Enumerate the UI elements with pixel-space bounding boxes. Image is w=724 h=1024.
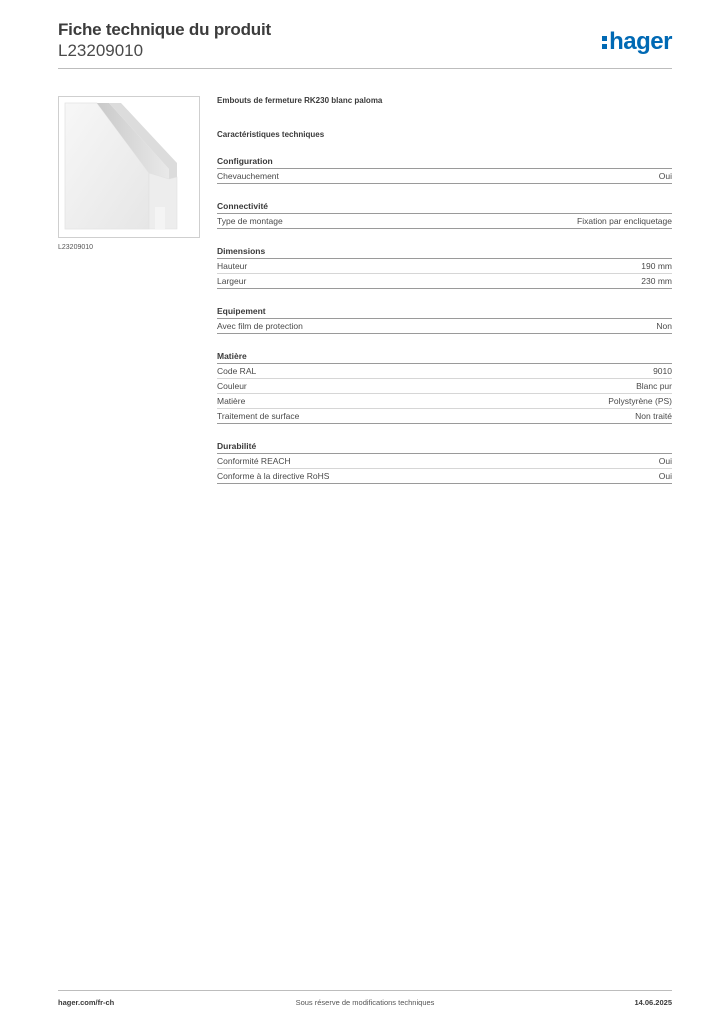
- spec-label: Avec film de protection: [217, 321, 303, 331]
- spec-label: Traitement de surface: [217, 411, 300, 421]
- spec-group-title: Matière: [217, 351, 672, 364]
- hager-logo: [601, 28, 672, 56]
- spec-groups: [217, 156, 672, 484]
- spec-row: [217, 169, 672, 184]
- end-cap-illustration-icon: [59, 97, 199, 237]
- spec-label: Hauteur: [217, 261, 248, 271]
- spec-section-title: Caractéristiques techniques: [217, 130, 325, 139]
- spec-group: [217, 156, 672, 184]
- image-caption: L23209010: [58, 244, 94, 251]
- spec-group: [217, 246, 672, 289]
- spec-row: [217, 379, 672, 394]
- spec-content: [217, 96, 672, 484]
- spec-label: Chevauchement: [217, 171, 279, 181]
- page-header: [58, 20, 672, 61]
- logo-text: hager: [609, 28, 672, 55]
- spec-group: [217, 201, 672, 229]
- spec-value: Oui: [658, 171, 672, 181]
- spec-value: 190 mm: [641, 261, 672, 271]
- spec-value: Blanc pur: [636, 381, 672, 391]
- spec-row: [217, 454, 672, 469]
- spec-value: Non traité: [635, 411, 672, 421]
- spec-row: [217, 394, 672, 409]
- spec-group-title: Connectivité: [217, 201, 672, 214]
- spec-value: Polystyrène (PS): [608, 396, 672, 406]
- spec-value: Non: [656, 321, 672, 331]
- spec-label: Matière: [217, 396, 246, 406]
- spec-value: Fixation par encliquetage: [577, 216, 672, 226]
- spec-group-title: Durabilité: [217, 441, 672, 454]
- spec-group: [217, 306, 672, 334]
- spec-row: [217, 364, 672, 379]
- spec-value: 9010: [653, 366, 672, 376]
- spec-label: Couleur: [217, 381, 247, 391]
- spec-label: Conforme à la directive RoHS: [217, 471, 330, 481]
- footer-date: 14.06.2025: [634, 998, 672, 1007]
- spec-row: [217, 259, 672, 274]
- spec-label: Conformité REACH: [217, 456, 291, 466]
- product-reference: L23209010: [58, 41, 144, 60]
- product-image: [58, 96, 200, 238]
- header-divider: [58, 68, 672, 69]
- footer-divider: [58, 990, 672, 991]
- spec-row: [217, 214, 672, 229]
- footer-note: Sous réserve de modifications techniques: [295, 998, 435, 1007]
- spec-row: [217, 469, 672, 484]
- spec-group-title: Configuration: [217, 156, 672, 169]
- spec-label: Type de montage: [217, 216, 283, 226]
- spec-value: Oui: [658, 471, 672, 481]
- page-title: Fiche technique du produit: [58, 20, 271, 39]
- spec-row: [217, 319, 672, 334]
- footer-website: hager.com/fr-ch: [58, 998, 115, 1007]
- product-name: Embouts de fermeture RK230 blanc paloma: [217, 96, 383, 105]
- spec-label: Largeur: [217, 276, 247, 286]
- spec-label: Code RAL: [217, 366, 257, 376]
- spec-group: [217, 351, 672, 424]
- spec-group-title: Dimensions: [217, 246, 672, 259]
- logo-dots-icon: [601, 32, 608, 52]
- spec-row: [217, 409, 672, 424]
- spec-group-title: Equipement: [217, 306, 672, 319]
- spec-group: [217, 441, 672, 484]
- spec-row: [217, 274, 672, 289]
- spec-value: Oui: [658, 456, 672, 466]
- spec-value: 230 mm: [641, 276, 672, 286]
